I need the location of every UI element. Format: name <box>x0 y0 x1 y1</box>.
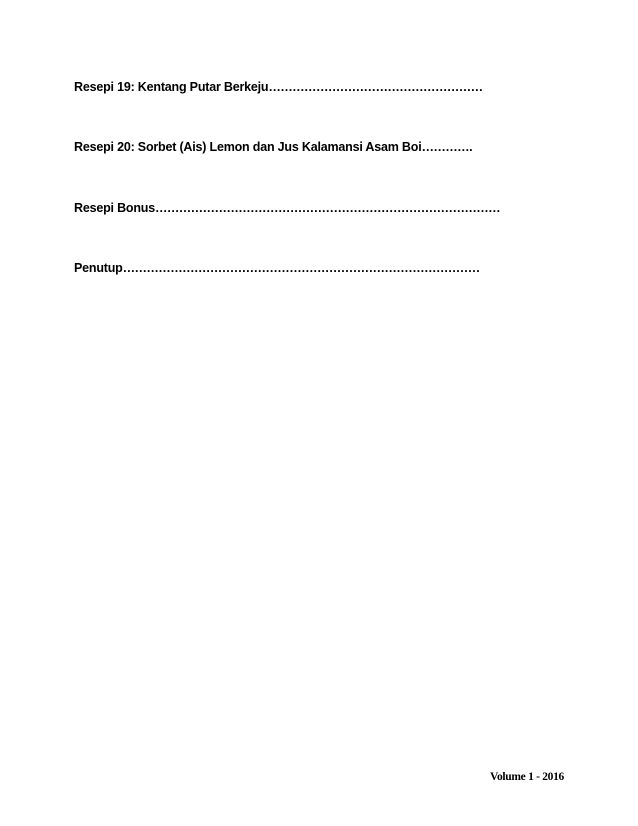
toc-entry-leader: ……………………………………………… <box>268 80 483 94</box>
toc-entry-title: Penutup <box>74 261 123 275</box>
toc-entry-leader: …………………………………………………………………………… <box>154 201 501 215</box>
toc-entry-title: Resepi 19: Kentang Putar Berkeju <box>74 80 269 94</box>
toc-entry-resepi-bonus[interactable] <box>74 200 500 216</box>
toc-entry-leader: ……………………………………………………………………………… <box>122 261 480 275</box>
toc-entry-resepi-19[interactable] <box>74 79 483 95</box>
toc-entry-resepi-20[interactable] <box>74 139 472 155</box>
toc-entry-title: Resepi Bonus <box>74 201 155 215</box>
toc-entry-penutup[interactable] <box>74 260 480 276</box>
toc-entry-title: Resepi 20: Sorbet (Ais) Lemon dan Jus Kalamansi Asam Boi <box>74 140 422 154</box>
toc-entry-leader: …………. <box>421 140 472 154</box>
footer-volume-label: Volume 1 - 2016 <box>490 771 564 783</box>
